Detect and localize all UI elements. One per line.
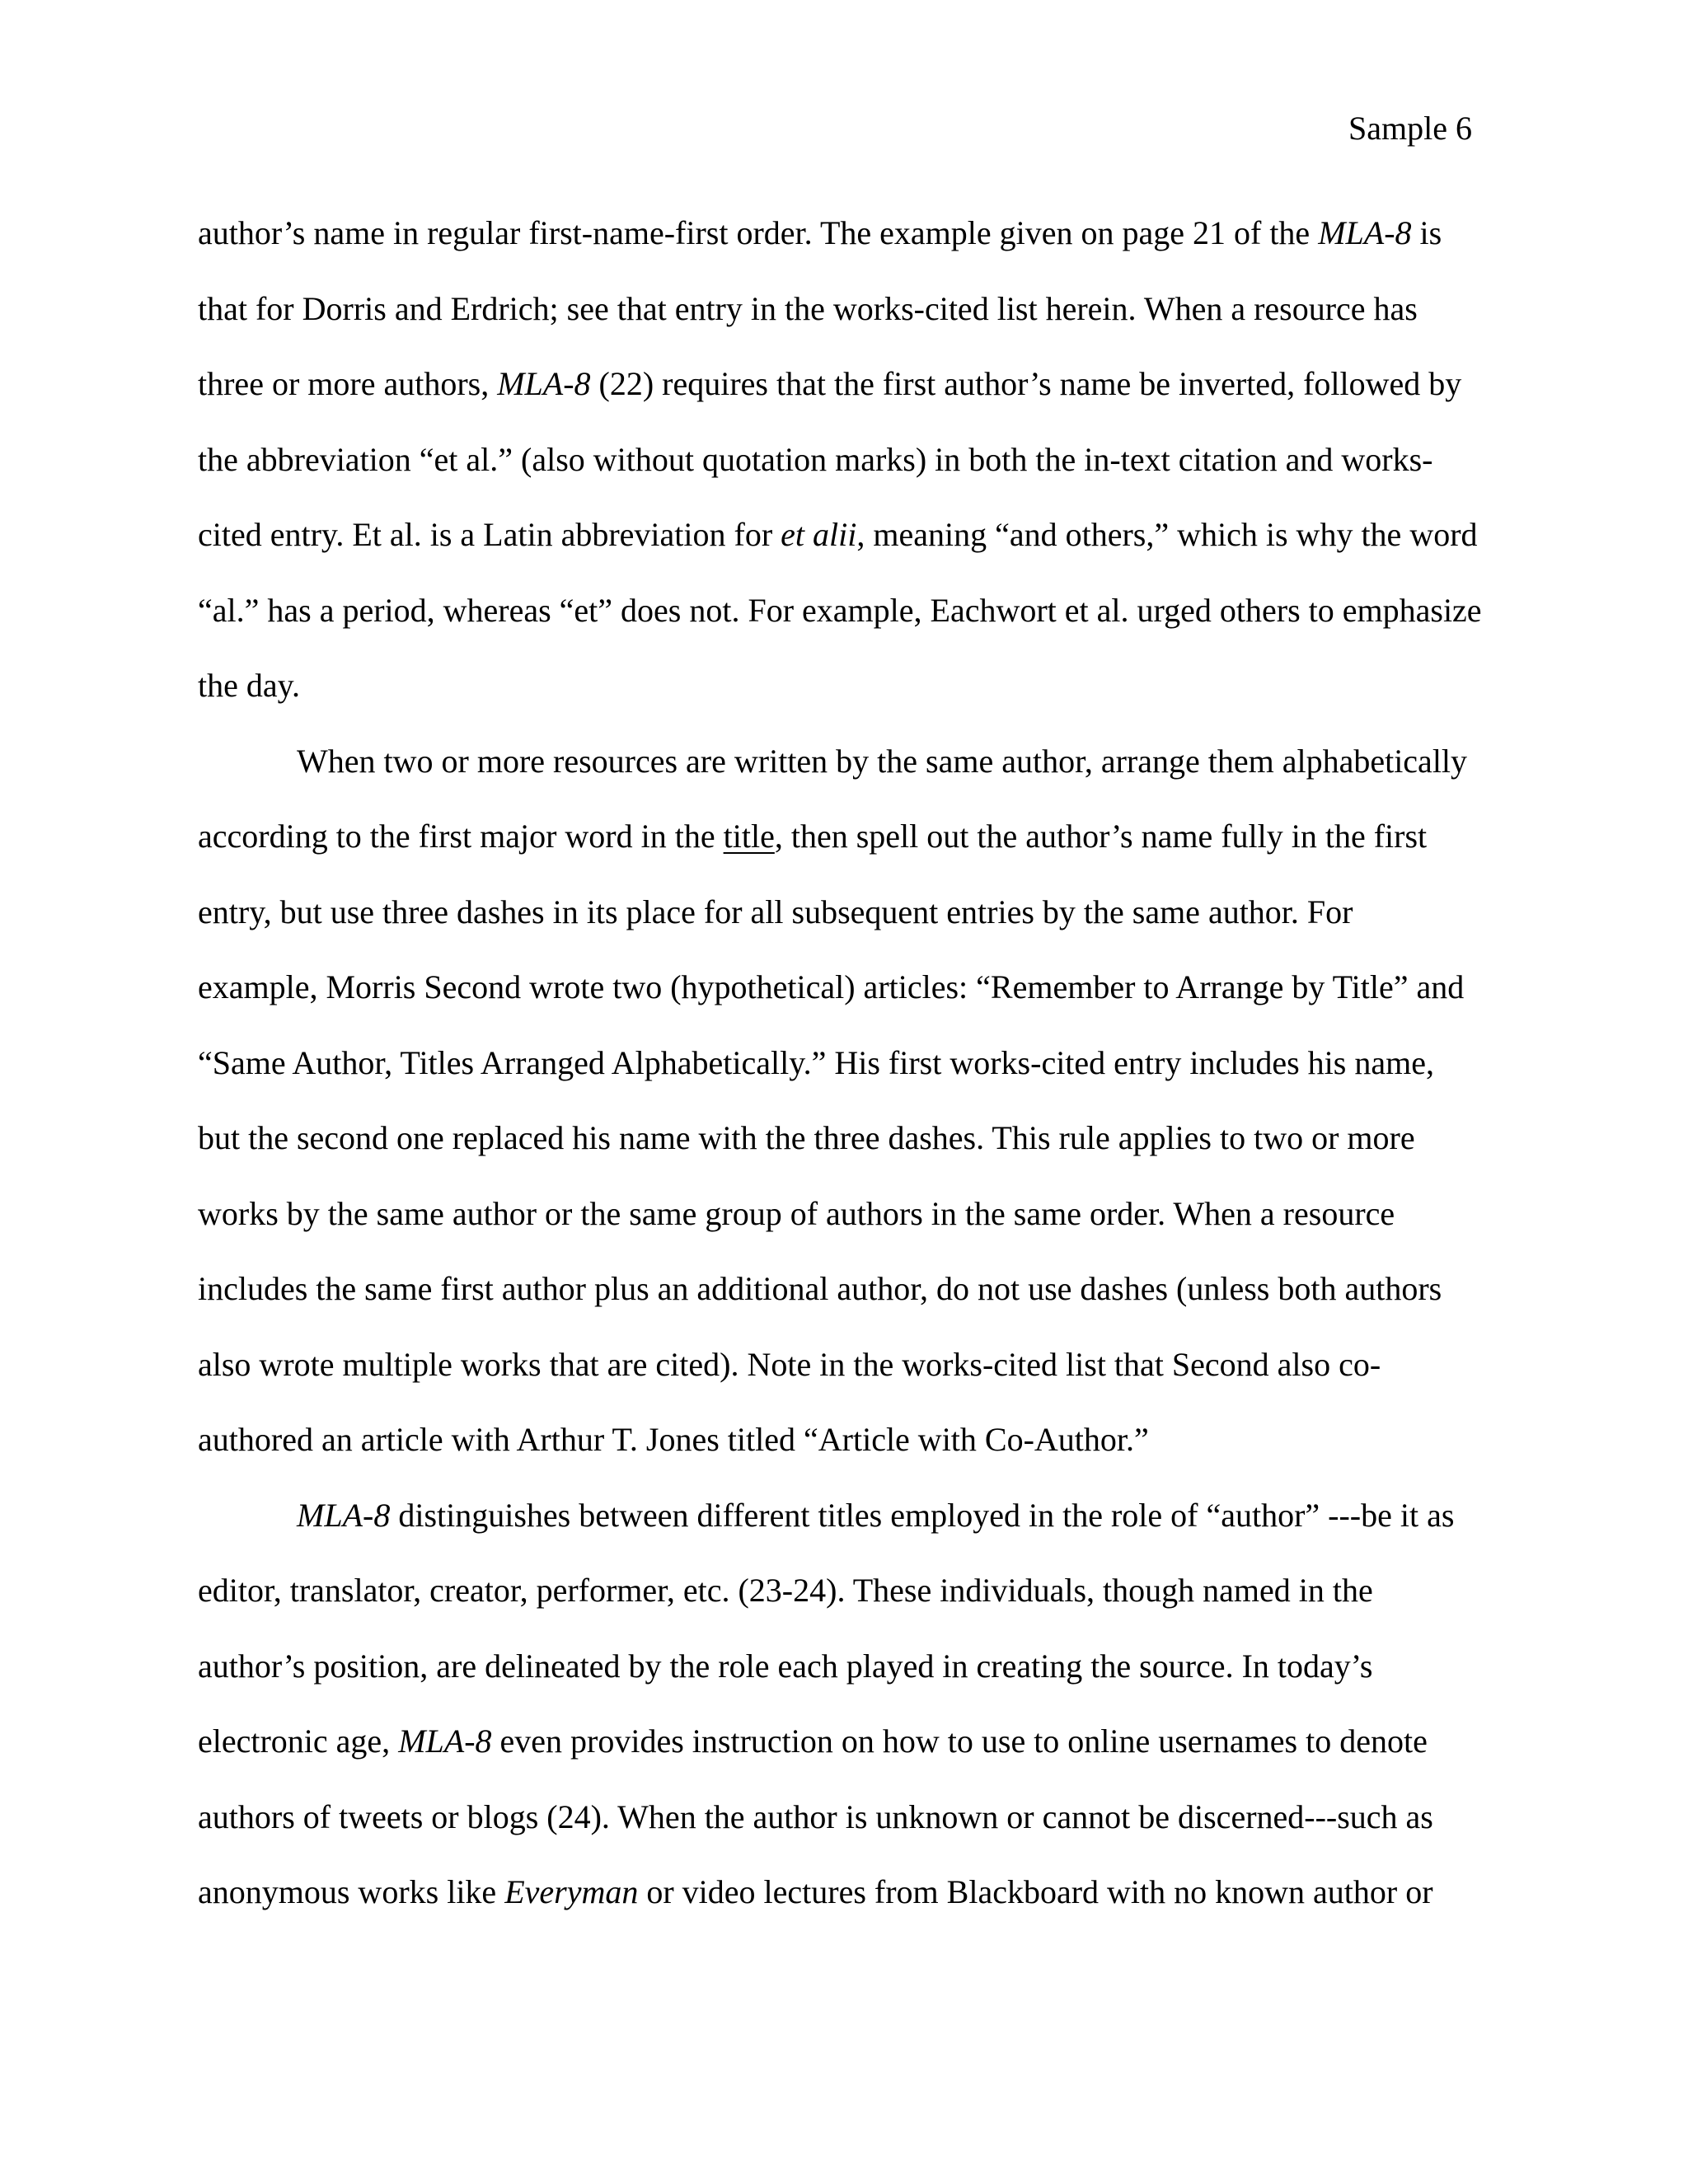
text-segment: three or more authors, <box>198 365 498 402</box>
text-line <box>198 1327 1500 1403</box>
text-line <box>198 724 1500 799</box>
text-line <box>198 1854 1500 1930</box>
text-segment: , meaning “and others,” which is why the word <box>856 516 1478 553</box>
underlined-text: title <box>723 818 775 855</box>
text-line <box>198 949 1500 1025</box>
text-segment: that for Dorris and Erdrich; see that entry in the works-cited list herein. When a resource has <box>198 289 1418 327</box>
text-line <box>198 346 1500 422</box>
text-segment: but the second one replaced his name with the three dashes. This rule applies to two or more <box>198 1119 1415 1156</box>
text-segment: is <box>1411 214 1442 251</box>
italic-text: Everyman <box>504 1873 639 1910</box>
text-segment: or video lectures from Blackboard with no known author or <box>638 1873 1433 1910</box>
text-line <box>198 422 1500 498</box>
text-segment: (22) requires that the first author’s name be inverted, followed by <box>590 365 1462 402</box>
text-segment: author’s position, are delineated by the role each played in creating the source. In today’s <box>198 1647 1373 1685</box>
body-text <box>198 195 1500 1930</box>
text-segment: the abbreviation “et al.” (also without quotation marks) in both the in-text citation and works- <box>198 440 1433 478</box>
text-segment: the day. <box>198 667 301 704</box>
text-line <box>198 1629 1500 1704</box>
text-line <box>198 874 1500 950</box>
italic-text: et alii <box>781 516 857 553</box>
italic-text: MLA-8 <box>1318 214 1412 251</box>
text-line <box>198 1553 1500 1629</box>
text-line <box>198 497 1500 573</box>
text-segment: distinguishes between different titles employed in the role of “author” ---be it as <box>390 1496 1455 1534</box>
text-segment: “al.” has a period, whereas “et” does not. For example, Eachwort et al. urged others to emphasize <box>198 591 1482 629</box>
text-segment: editor, translator, creator, performer, etc. (23-24). These individuals, though named in the <box>198 1572 1373 1609</box>
text-line <box>198 195 1500 271</box>
text-segment: cited entry. Et al. is a Latin abbreviation for <box>198 516 781 553</box>
text-segment: authored an article with Arthur T. Jones titled “Article with Co-Author.” <box>198 1421 1149 1458</box>
running-head: Sample 6 <box>1348 110 1472 147</box>
text-segment: also wrote multiple works that are cited). Note in the works-cited list that Second also co- <box>198 1345 1381 1383</box>
text-segment: according to the first major word in the <box>198 818 724 855</box>
text-line <box>198 648 1500 724</box>
text-segment: electronic age, <box>198 1722 399 1760</box>
text-segment: “Same Author, Titles Arranged Alphabetically.” His first works-cited entry includes his name, <box>198 1043 1434 1081</box>
text-line <box>198 271 1500 347</box>
text-line <box>198 573 1500 649</box>
text-line <box>198 1704 1500 1779</box>
text-line <box>198 1478 1500 1554</box>
text-line <box>198 1100 1500 1176</box>
text-line <box>198 1779 1500 1855</box>
text-segment: entry, but use three dashes in its place for all subsequent entries by the same author. For <box>198 893 1353 930</box>
text-segment: author’s name in regular first-name-first order. The example given on page 21 of the <box>198 214 1319 251</box>
text-line <box>198 799 1500 874</box>
italic-text: MLA-8 <box>398 1722 492 1760</box>
text-segment: , then spell out the author’s name fully in the first <box>774 818 1428 855</box>
text-line <box>198 1402 1500 1478</box>
text-segment: When two or more resources are written by the same author, arrange them alphabetically <box>297 742 1468 780</box>
text-line <box>198 1251 1500 1327</box>
text-segment: anonymous works like <box>198 1873 505 1910</box>
text-line <box>198 1025 1500 1101</box>
text-segment: authors of tweets or blogs (24). When the author is unknown or cannot be discerned---such as <box>198 1797 1433 1835</box>
text-segment: even provides instruction on how to use to online usernames to denote <box>491 1722 1428 1760</box>
italic-text: MLA-8 <box>297 1496 391 1534</box>
italic-text: MLA-8 <box>497 365 591 402</box>
text-line <box>198 1176 1500 1252</box>
text-segment: example, Morris Second wrote two (hypothetical) articles: “Remember to Arrange by Title” and <box>198 968 1465 1005</box>
text-segment: works by the same author or the same group of authors in the same order. When a resource <box>198 1194 1395 1232</box>
text-segment: includes the same first author plus an additional author, do not use dashes (unless both authors <box>198 1270 1442 1307</box>
